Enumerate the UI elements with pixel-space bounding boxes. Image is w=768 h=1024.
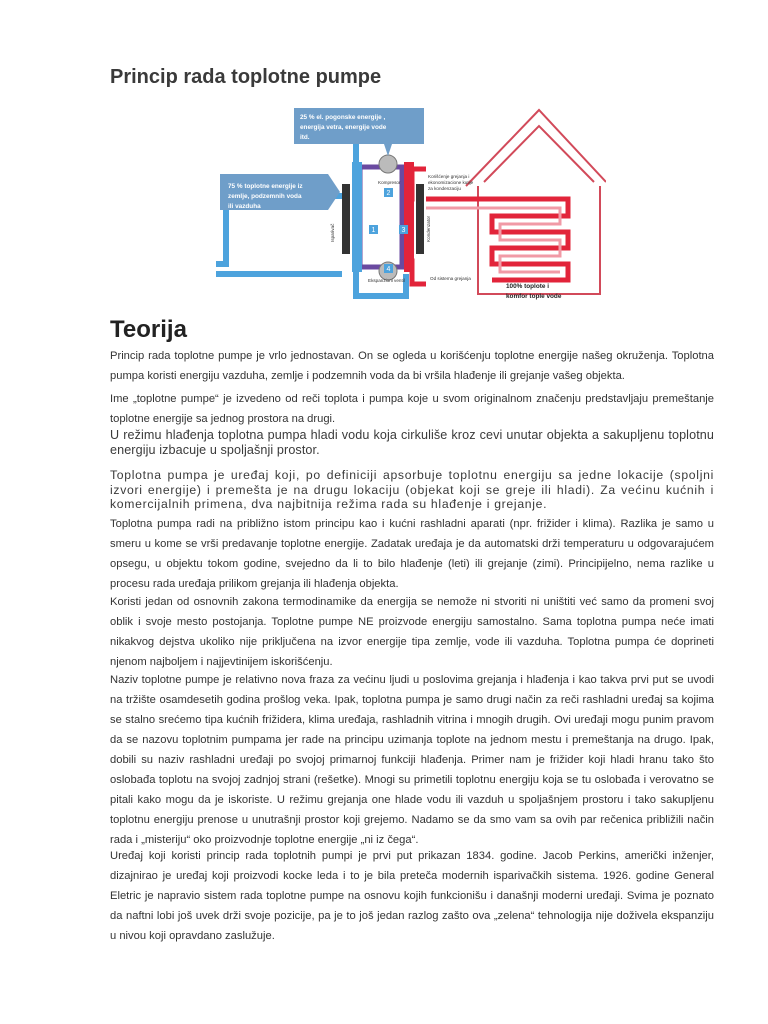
page-title: Princip rada toplotne pumpe <box>110 66 382 88</box>
label-house-info-3: za kondenzaciju <box>428 186 461 191</box>
callout-left-line-2: zemlje, podzemnih voda <box>228 193 302 200</box>
label-from-system: Od sistema grejanja <box>430 276 471 281</box>
step-2: 2 <box>386 190 391 197</box>
compressor-icon <box>379 155 397 173</box>
callout-left-line-3: ili vazduha <box>228 203 261 210</box>
callout-top-line-1: 25 % el. pogonske energije , <box>300 114 386 121</box>
label-condenser: Kondenzator <box>426 215 431 242</box>
callout-top-line-3: itd. <box>300 134 310 141</box>
label-house-info-1: Korišćenje grejanja i <box>428 174 470 179</box>
paragraph-3: U režimu hlađenja toplotna pumpa hladi vodu koja cirkuliše kroz cevi unutar objekta a sakupljenu toplotnu energiju izbacuje u spoljašnji prostor. <box>110 428 714 457</box>
label-expansion: Ekspanzioni ventil <box>368 278 405 283</box>
label-bottom-right-2: komfor tople vode <box>506 293 562 300</box>
paragraph-7: Naziv toplotne pumpe je relativno nova fraza za većinu ljudi u poslovima grejanja i hlađenja i kao takva prvi put se uvodi na tržište osamdesetih godina prošlog veka. Ipak, toplotna pumpa je samo drugi način za reči rashladni uređaj sa kojima se stalno srećemo tipa kućnih frižidera, klima uređaja, rashladnih vitrina i mnogih drugih. Ovi uređaji mogu punim pravom da se nazovu toplotnim pumpama jer rade na principu uzimanja toplote na jednom mestu i premeštanja na drugo. Ipak, dobili su naziv rashladni uređaji po svojoj primarnoj funkciji hlađenja. Primer nam je frižider koji hladi hranu tako što oslobađa toplotu na svojoj zadnjoj strani (rešetke). Mnogi su primetili toplotnu energiju koja se tu oslobađa i verovatno se pitali kako mogu da je iskoriste. U režimu grejanja one hlade vodu ili vazduh u spoljašnjem prostoru i tako sakupljenu toplotnu energiju prenose u unutrašnji prostor koji grejemo. Nadamo se da smo vam sa ovih par rečenica približili način rada i „misteriju“ oko proizvodnje toplotne energije „ni iz čega“. <box>110 674 714 846</box>
label-bottom-right-1: 100% toplote i <box>506 283 549 290</box>
evaporator-plate <box>342 184 350 254</box>
label-compressor: Kompresor <box>378 180 401 185</box>
step-1: 1 <box>371 227 376 234</box>
step-4: 4 <box>386 266 391 273</box>
paragraph-2: Ime „toplotne pumpe“ je izvedeno od reči toplota i pumpa koje u svom originalnom značenju predstavljaju premeštanje toplotne energije sa jednog prostora na drugi. <box>110 393 714 425</box>
callout-top-line-2: energija vetra, energije vode <box>300 124 387 131</box>
paragraph-8: Uređaj koji koristi princip rada toplotnih pumpi je prvi put prikazan 1834. godine. Jacob Perkins, američki inženjer, dizajnirao je uređaj koji proizvodi kocke leda i to je bila preteča modernih isparivačkih sistema. 1926. godine General Eletric je napravio sistem rada toplotne pumpe na osnovu kojih funkcionišu i današnji moderni uređaji. Svima je poznato da naftni lobi još uvek drži svoje pozicije, pa je to još jedan razlog zašto ova „zelena“ tehnologija nije doživela ekspanziju u nivou koji opravdano zaslužuje. <box>110 850 714 942</box>
section-title: Teorija <box>110 316 187 343</box>
callout-left-line-1: 75 % toplotne energije iz <box>228 183 303 190</box>
hot-pipe <box>401 162 414 272</box>
paragraph-5: Toplotna pumpa radi na približno istom principu kao i kućni rashladni aparati (npr. frižider i klima). Razlika je samo u smeru u kome se vrši predavanje toplotne energije. Zadatak uređaja je da automatski drži temperaturu u odgovarajućem opsegu, u objektu tokom godine, svejedno da li to bilo hlađenje (leti) ili grejanje (zimi). Principijelno, nema razlike u procesu rada uređaja prilikom grejanja ili hlađenja objekta. <box>110 518 714 590</box>
paragraph-6: Koristi jedan od osnovnih zakona termodinamike da energija se nemože ni stvoriti ni uništiti već samo da promeni svoj oblik i svoje mesto postojanja. Toplotne pumpe NE proizvode energiju samostalno. Sama toplotna pumpa neće imati nikakvog dejstva ukoliko nije priključena na izvor energije tipa zemlje, vode ili vazduha. Toplotna pumpa će doprineti njenom najboljem i najjevtinijem iskorišćenju. <box>110 596 714 668</box>
label-house-info-2: ekonomizacione kutije <box>428 180 474 185</box>
paragraph-1: Princip rada toplotne pumpe je vrlo jednostavan. On se ogleda u korišćenju toplotne energije našeg okruženja. Toplotna pumpa koristi energiju vazduha, zemlje i podzemnih voda da bi vršila hlađenje ili grejanje vašeg objekta. <box>110 350 714 382</box>
condenser-plate <box>416 184 424 254</box>
step-3: 3 <box>401 227 406 234</box>
paragraph-4: Toplotna pumpa je uređaj koji, po definiciji apsorbuje toplotnu energiju sa jedne lokacije (spoljni izvori energije) i premešta je na drugu lokaciju (objekat koji se greje ili hladi). Za većinu kućnih i komercijalnih primena, dva najbitnija režima rada su hlađenje i grejanje. <box>110 468 714 511</box>
label-evaporator: Isparivač <box>330 223 335 242</box>
heat-pump-diagram <box>216 104 606 308</box>
